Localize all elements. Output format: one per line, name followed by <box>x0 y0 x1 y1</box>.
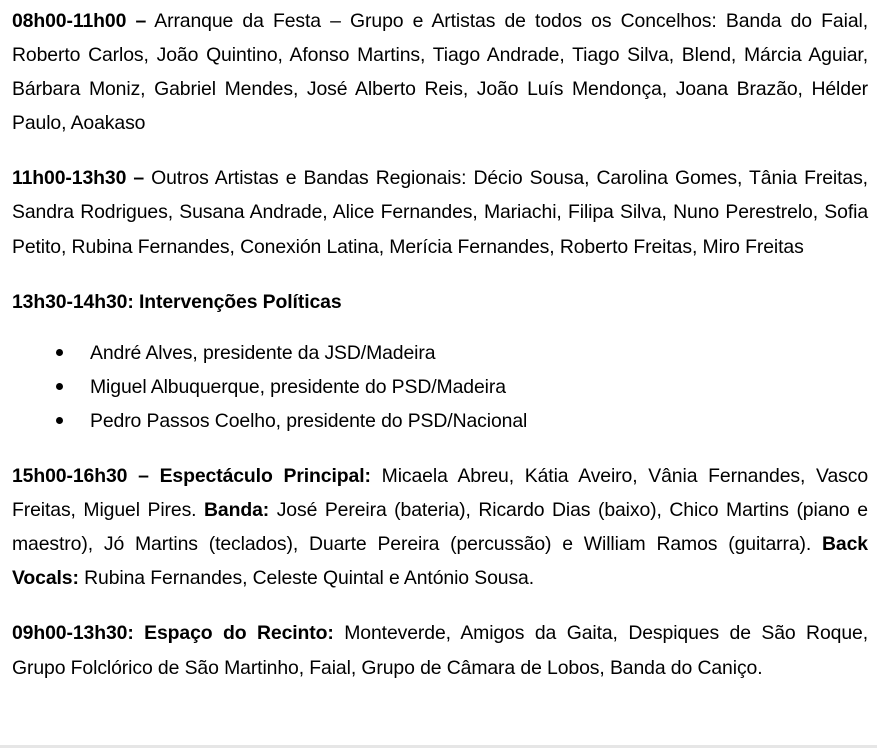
list-item-text: Miguel Albuquerque, presidente do PSD/Madeira <box>90 375 506 398</box>
bullet-icon <box>56 417 63 424</box>
schedule-paragraph-opening <box>12 4 868 140</box>
paragraph-spacer <box>12 438 868 459</box>
time-slot-label: 11h00-13h30 – <box>12 167 145 190</box>
back-vocals-label: Back Vocals: <box>12 533 868 590</box>
paragraph-spacer <box>12 140 868 161</box>
bullet-icon <box>56 383 63 390</box>
paragraph-text: Outros Artistas e Bandas Regionais: Décio Sousa, Carolina Gomes, Tânia Freitas, Sandra Rodrigues, Susana Andrade, Alice Fernandes, Mariachi, Filipa Silva, Nuno Perestrelo, Sofia Petito, Rubina Fernandes, Conexión Latina, Merícia Fernandes, Roberto Freitas, Miro Freitas <box>12 167 868 258</box>
document-body <box>12 4 868 685</box>
list-item <box>12 404 868 438</box>
paragraph-text: José Pereira (bateria), Ricardo Dias (baixo), Chico Martins (piano e maestro), Jó Martins (teclados), Duarte Pereira (percussão) e William Ramos (guitarra). <box>12 499 868 556</box>
paragraph-text: Micaela Abreu, Kátia Aveiro, Vânia Fernandes, Vasco Freitas, Miguel Pires. <box>12 465 868 522</box>
time-slot-heading: 13h30-14h30: Intervenções Políticas <box>12 290 342 313</box>
time-slot-label: 09h00-13h30: Espaço do Recinto: <box>12 622 334 645</box>
schedule-paragraph-regional-artists <box>12 161 868 263</box>
paragraph-spacer <box>12 319 868 336</box>
time-slot-label: 08h00-11h00 – <box>12 10 147 32</box>
list-item-text: Pedro Passos Coelho, presidente do PSD/Nacional <box>90 409 528 432</box>
paragraph-text: Monteverde, Amigos da Gaita, Despiques de São Roque, Grupo Folclórico de São Martinho, Faial, Grupo de Câmara de Lobos, Banda do Caniço. <box>12 622 868 679</box>
schedule-paragraph-venue <box>12 616 868 684</box>
schedule-paragraph-main-show <box>12 459 868 595</box>
band-label: Banda: <box>204 499 270 522</box>
time-slot-label: 15h00-16h30 – Espectáculo Principal: <box>12 465 371 488</box>
section-heading-political <box>12 285 868 319</box>
paragraph-spacer <box>12 595 868 616</box>
paragraph-text: Rubina Fernandes, Celeste Quintal e António Sousa. <box>78 567 535 590</box>
list-item <box>12 336 868 370</box>
speaker-list <box>12 336 868 438</box>
paragraph-spacer <box>12 264 868 285</box>
list-item <box>12 370 868 404</box>
bullet-icon <box>56 349 63 356</box>
paragraph-text: Arranque da Festa – Grupo e Artistas de todos os Concelhos: Banda do Faial, Roberto Carlos, João Quintino, Afonso Martins, Tiago Andrade, Tiago Silva, Blend, Márcia Aguiar, Bárbara Moniz, Gabriel Mendes, José Alberto Reis, João Luís Mendonça, Joana Brazão, Hélder Paulo, Aoakaso <box>12 10 868 135</box>
list-item-text: André Alves, presidente da JSD/Madeira <box>90 341 436 364</box>
